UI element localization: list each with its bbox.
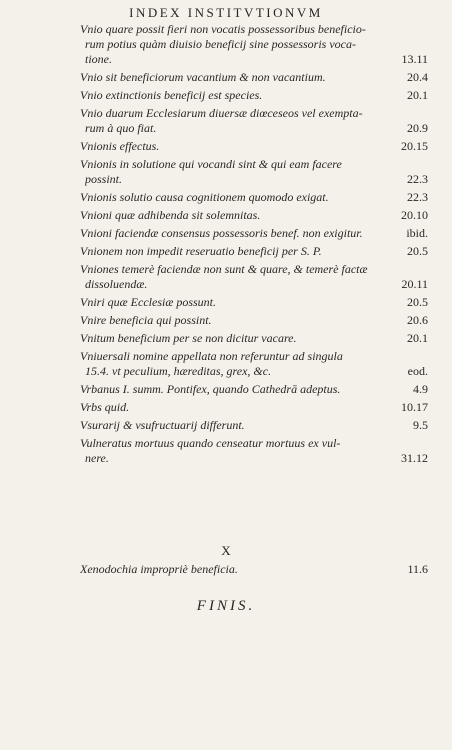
entry-reference: eod. [407, 364, 428, 378]
entry-text: Vnioni faciendæ consensus possessoris benef. non exigitur. [80, 226, 363, 240]
index-entry [80, 349, 428, 379]
entry-reference: 20.4 [407, 70, 428, 84]
index-entry [80, 382, 428, 397]
entry-text: Vnio extinctionis beneficij est species. [80, 88, 263, 102]
entry-text: Vsurarij & vsufructuarij differunt. [80, 418, 245, 432]
index-entry [80, 139, 428, 154]
entry-text: Vnioni quæ adhibenda sit solemnitas. [80, 208, 261, 222]
entry-line [80, 37, 428, 52]
index-entry [80, 22, 428, 67]
index-entry [80, 562, 428, 577]
entry-text: Vulneratus mortuus quando censeatur mortuus ex vul- [80, 436, 341, 450]
entry-line [80, 52, 428, 67]
entry-text: dissoluendæ. [85, 277, 148, 291]
entry-line [80, 313, 428, 328]
entry-line [80, 208, 428, 223]
entry-line [80, 349, 428, 364]
entry-text: tione. [85, 52, 112, 66]
section-letter-x: X [221, 543, 231, 558]
index-entry [80, 70, 428, 85]
index-entry [80, 313, 428, 328]
entry-line [80, 226, 428, 241]
entry-reference: 13.11 [401, 52, 428, 66]
index-entry [80, 436, 428, 466]
entry-line [80, 562, 428, 577]
index-entry [80, 88, 428, 103]
entry-text: Vnire beneficia qui possint. [80, 313, 212, 327]
entry-text: Vrbanus I. summ. Pontifex, quando Cathedrā adeptus. [80, 382, 341, 396]
index-entry [80, 400, 428, 415]
entry-reference: 31.12 [401, 451, 428, 465]
entry-line [80, 364, 428, 379]
entry-line [80, 331, 428, 346]
entry-line [80, 70, 428, 85]
entry-text: Vniuersali nomine appellata non referuntur ad singula [80, 349, 343, 363]
index-entry [80, 190, 428, 205]
entry-line [80, 400, 428, 415]
entry-reference: 20.6 [407, 313, 428, 327]
entry-reference: 20.9 [407, 121, 428, 135]
entry-text: Vnio duarum Ecclesiarum diuersæ diœceseos vel exempta- [80, 106, 363, 120]
entry-line [80, 436, 428, 451]
entry-reference: 9.5 [413, 418, 428, 432]
entry-text: Vnionem non impedit reseruatio beneficij per S. P. [80, 244, 322, 258]
entry-reference: 20.1 [407, 88, 428, 102]
entry-reference: 20.5 [407, 295, 428, 309]
entry-text: Vnio sit beneficiorum vacantium & non vacantium. [80, 70, 326, 84]
entry-reference: 11.6 [407, 562, 428, 576]
entry-line [80, 121, 428, 136]
entry-reference: ibid. [406, 226, 428, 240]
entry-reference: 20.5 [407, 244, 428, 258]
entry-text: Vniones temerè faciendæ non sunt & quare, & temerè factæ [80, 262, 368, 276]
entry-reference: 20.10 [401, 208, 428, 222]
entry-line [80, 190, 428, 205]
index-entries [80, 22, 428, 469]
entry-line [80, 295, 428, 310]
entry-text: Vnitum beneficium per se non dicitur vacare. [80, 331, 297, 345]
index-entry [80, 106, 428, 136]
index-entry [80, 418, 428, 433]
entry-line [80, 88, 428, 103]
entry-reference: 10.17 [401, 400, 428, 414]
index-entries-x [80, 562, 428, 580]
entry-text: Vniri quæ Ecclesiæ possunt. [80, 295, 216, 309]
index-entry [80, 295, 428, 310]
entry-reference: 22.3 [407, 172, 428, 186]
entry-text: possint. [85, 172, 123, 186]
entry-reference: 20.11 [401, 277, 428, 291]
entry-text: Vnionis solutio causa cognitionem quomodo exigat. [80, 190, 329, 204]
entry-reference: 20.1 [407, 331, 428, 345]
entry-line [80, 22, 428, 37]
index-entry [80, 226, 428, 241]
entry-line [80, 157, 428, 172]
entry-text: rum à quo fiat. [85, 121, 157, 135]
entry-line [80, 277, 428, 292]
index-entry [80, 262, 428, 292]
entry-text: Xenodochia impropriè beneficia. [80, 562, 238, 576]
entry-text: Vnionis effectus. [80, 139, 160, 153]
entry-line [80, 451, 428, 466]
index-entry [80, 208, 428, 223]
entry-text: Vrbs quid. [80, 400, 130, 414]
entry-reference: 22.3 [407, 190, 428, 204]
entry-line [80, 106, 428, 121]
entry-text: 15.4. vt peculium, hæreditas, grex, &c. [85, 364, 272, 378]
entry-reference: 20.15 [401, 139, 428, 153]
entry-line [80, 139, 428, 154]
page-header: INDEX INSTITVTIONVM [129, 5, 323, 20]
index-entry [80, 157, 428, 187]
entry-text: nere. [85, 451, 109, 465]
entry-line [80, 382, 428, 397]
finis-text: FINIS. [196, 598, 256, 614]
entry-text: Vnio quare possit fieri non vocatis possessoribus beneficio- [80, 22, 366, 36]
entry-line [80, 418, 428, 433]
entry-line [80, 262, 428, 277]
entry-line [80, 172, 428, 187]
index-entry [80, 331, 428, 346]
entry-line [80, 244, 428, 259]
entry-reference: 4.9 [413, 382, 428, 396]
entry-text: Vnionis in solutione qui vocandi sint & qui eam facere [80, 157, 342, 171]
entry-text: rum potius quàm diuisio beneficij sine possessoris voca- [85, 37, 356, 51]
index-entry [80, 244, 428, 259]
